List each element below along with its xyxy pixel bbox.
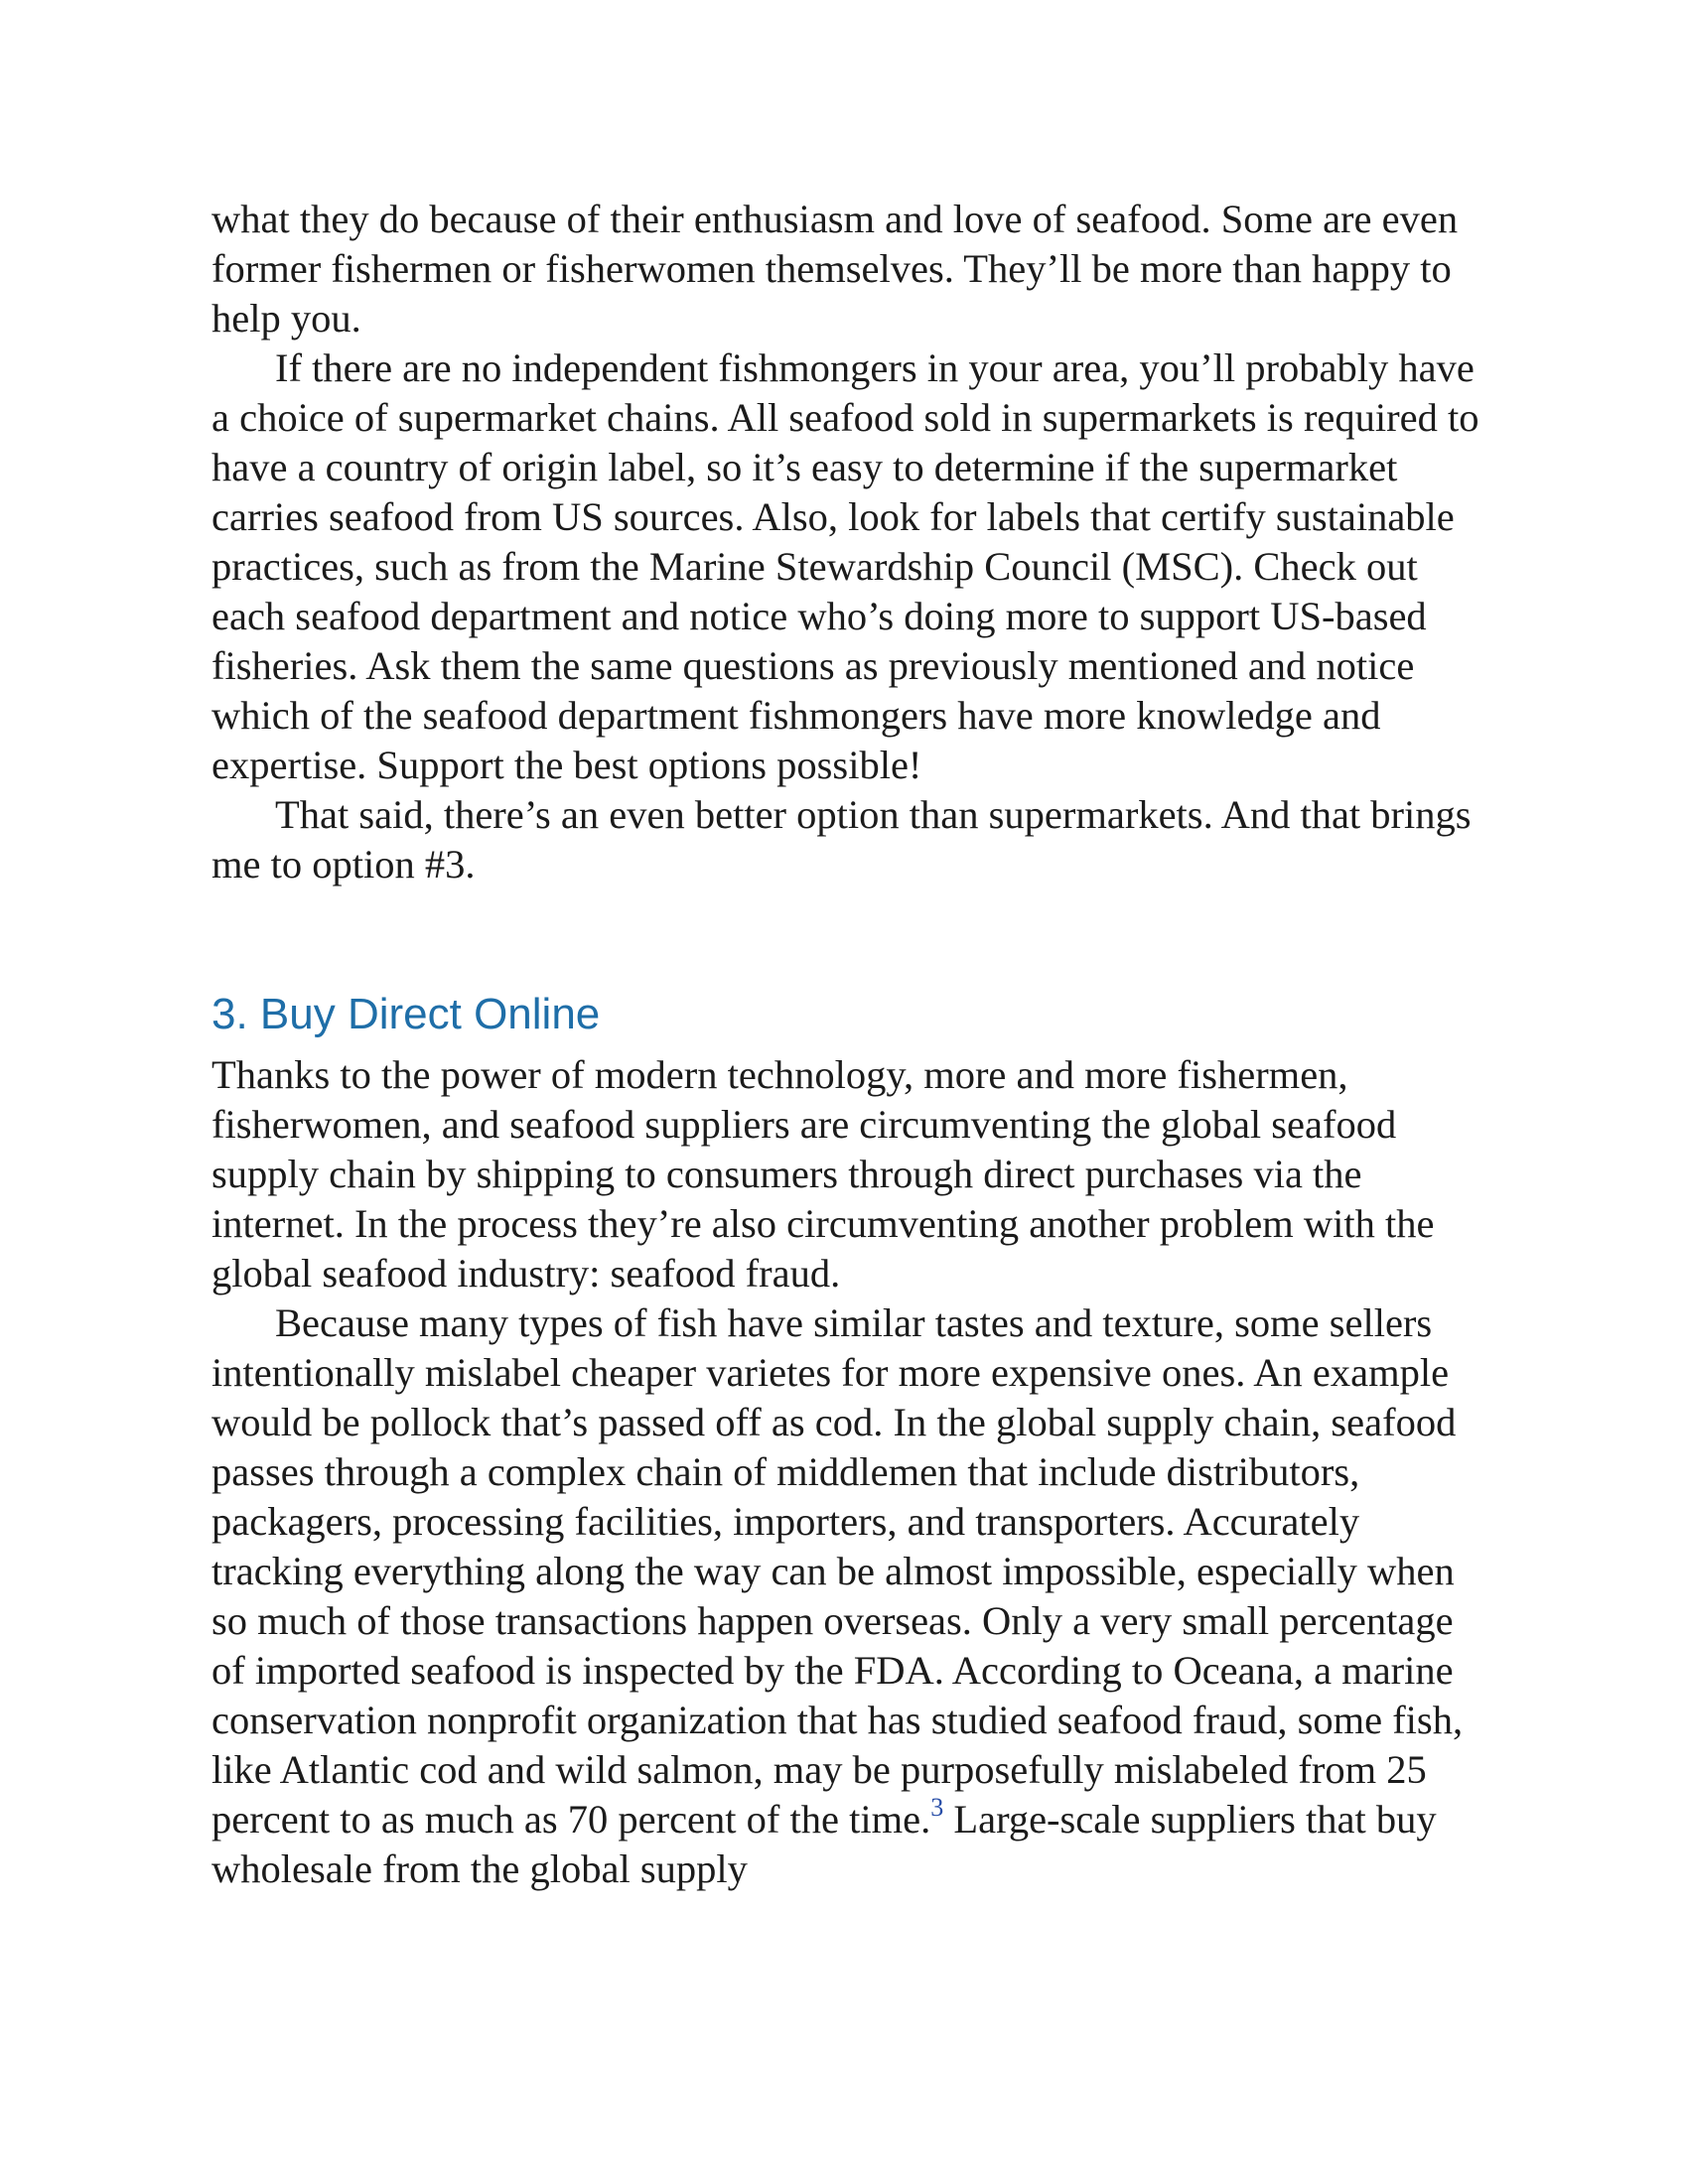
body-paragraph: what they do because of their enthusiasm and love of seafood. Some are even former fishermen or fisherwomen themselves. They’ll be more than happy to help you. <box>211 197 1459 341</box>
body-paragraph: If there are no independent fishmongers in your area, you’ll probably have a choice of supermarket chains. All seafood sold in supermarkets is required to have a country of origin label, so it’s easy to determine if the supermarket carries seafood from US sources. Also, look for labels that certify sustainable practices, such as from the Marine Stewardship Council (MSC). Check out each seafood department and notice who’s doing more to support US-based fisheries. Ask them the same questions as previously mentioned and notice which of the seafood department fishmongers have more knowledge and expertise. Support the best options possible! <box>211 345 1479 787</box>
body-paragraph: Thanks to the power of modern technology, more and more fishermen, fisherwomen, and seafood suppliers are circumventing the global seafood supply chain by shipping to consumers through direct purchases via the internet. In the process they’re also circumventing another problem with the global seafood industry: seafood fraud. <box>211 1052 1435 1296</box>
paragraph-text: Because many types of fish have similar tastes and texture, some sellers intentionally mislabel cheaper varietes for more expensive ones. An example would be pollock that’s passed off as cod. In the global supply chain, seafood passes through a complex chain of middlemen that include distributors, packagers, processing facilities, importers, and transporters. Accurately tracking everything along the way can be almost impossible, especially when so much of those transactions happen overseas. Only a very small percentage of imported seafood is inspected by the FDA. According to Oceana, a marine conservation nonprofit organization that has studied seafood fraud, some fish, like Atlantic cod and wild salmon, may be purposefully mislabeled from 25 percent to as much as 70 percent of the time. <box>211 1300 1464 1842</box>
section-heading: 3. Buy Direct Online <box>211 990 601 1038</box>
page-body <box>211 195 1492 1894</box>
paragraph-continuation: Large-scale suppliers that buy wholesale from the global supply <box>211 1797 1437 1891</box>
footnote-link[interactable]: 3 <box>930 1793 944 1822</box>
body-paragraph-with-footnote <box>211 1298 1492 1894</box>
body-paragraph: That said, there’s an even better option than supermarkets. And that brings me to option #3. <box>211 792 1472 887</box>
